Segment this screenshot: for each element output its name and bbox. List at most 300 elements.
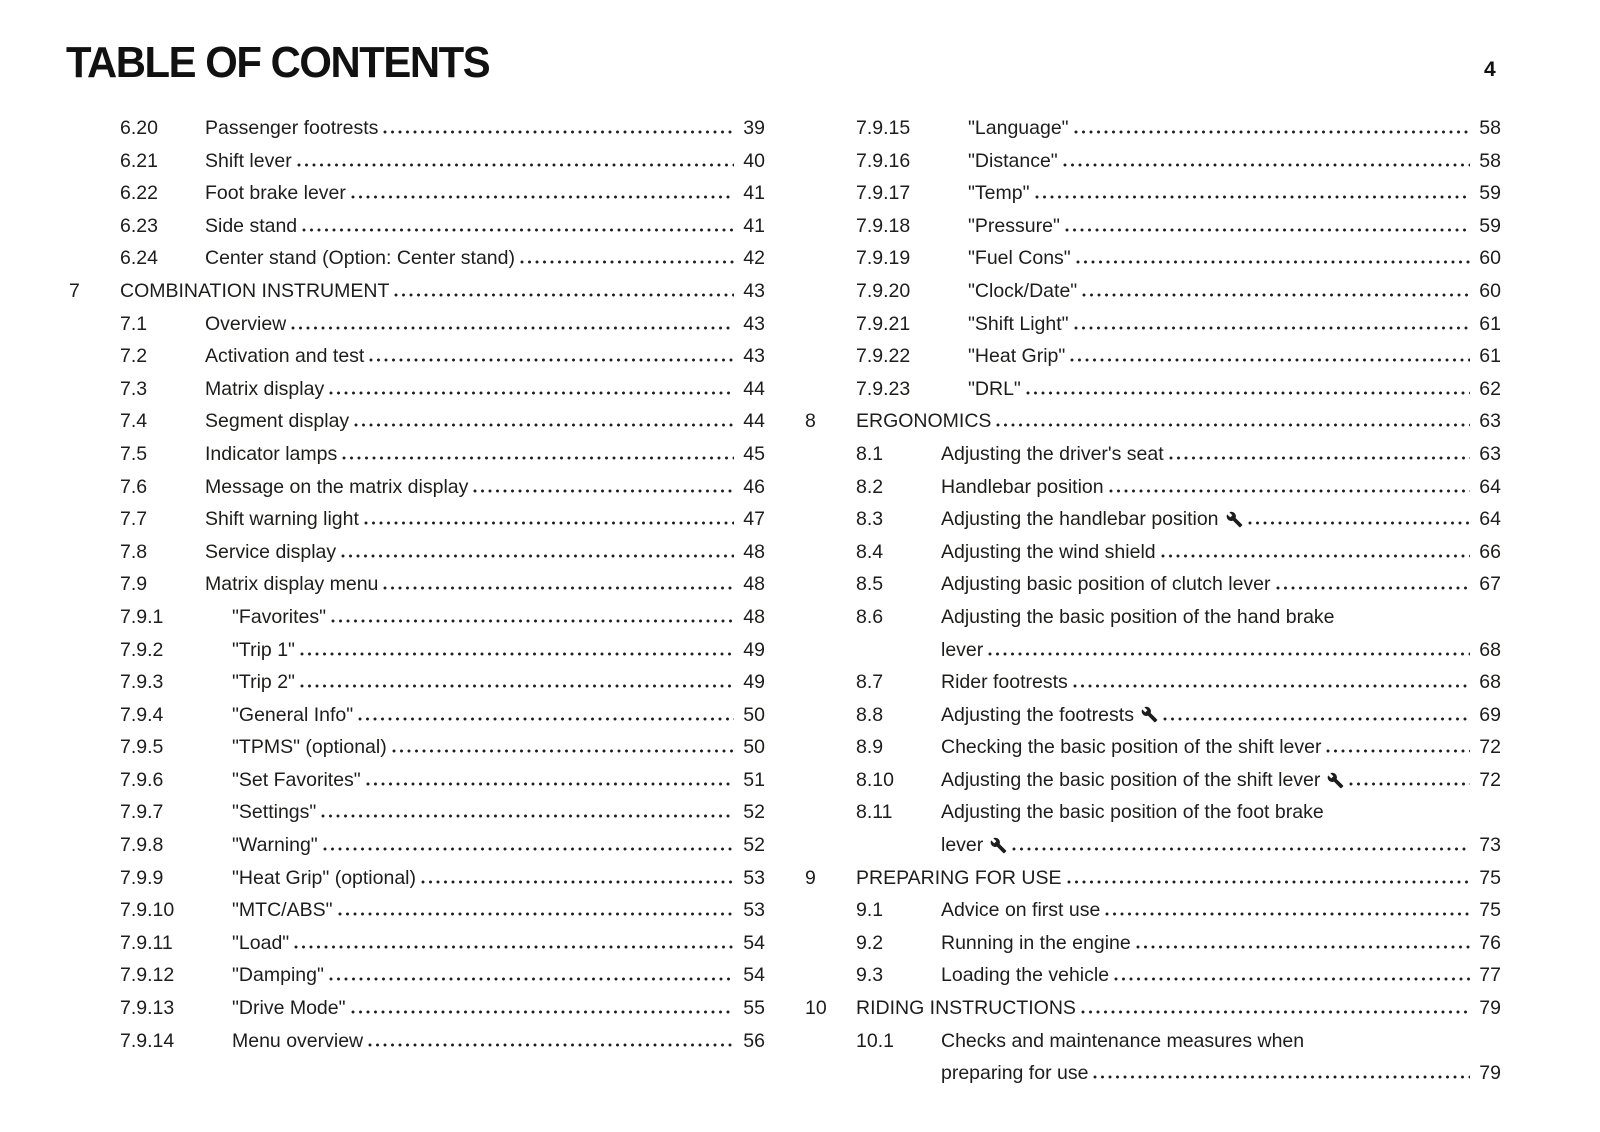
toc-column-left xyxy=(69,112,765,1057)
toc-entry xyxy=(805,145,1501,178)
toc-entry-body xyxy=(941,471,1501,504)
toc-entry-number: 7.9.12 xyxy=(120,964,175,987)
page-number: 4 xyxy=(1484,58,1496,81)
toc-entry-line xyxy=(968,177,1501,210)
dot-leader xyxy=(1163,717,1470,721)
toc-entry-body xyxy=(941,764,1501,797)
toc-entry xyxy=(805,536,1501,569)
toc-entry-number: 7.9.1 xyxy=(120,605,164,628)
toc-entry-body xyxy=(205,145,765,178)
toc-entry-body xyxy=(968,112,1501,145)
toc-entry-label: lever xyxy=(941,638,984,661)
toc-entry-number: 7.8 xyxy=(120,540,148,563)
dot-leader xyxy=(1105,912,1470,916)
toc-entry-label: "Warning" xyxy=(232,834,318,857)
toc-entry xyxy=(69,731,765,764)
toc-entry xyxy=(69,145,765,178)
toc-entry-page: 48 xyxy=(743,540,765,563)
dot-leader xyxy=(294,945,734,949)
toc-entry-label: Indicator lamps xyxy=(205,442,338,465)
toc-entry-line xyxy=(232,764,765,797)
toc-entry xyxy=(805,340,1501,373)
toc-entry-label: Matrix display menu xyxy=(205,573,379,596)
wrench-icon xyxy=(1327,772,1344,789)
toc-entry-line xyxy=(232,829,765,862)
toc-entry-page: 60 xyxy=(1479,247,1501,270)
toc-entry xyxy=(805,568,1501,601)
toc-entry-label: "Trip 2" xyxy=(232,671,295,694)
toc-entry-body xyxy=(205,112,765,145)
toc-entry-number: 6.22 xyxy=(120,182,158,205)
toc-entry-number: 7.9.4 xyxy=(120,703,164,726)
toc-entry-body xyxy=(232,992,765,1025)
dot-leader xyxy=(383,130,734,134)
toc-entry-line xyxy=(941,731,1501,764)
toc-entry-number: 7.9.16 xyxy=(856,149,911,172)
toc-entry-body xyxy=(941,699,1501,732)
toc-entry xyxy=(69,112,765,145)
toc-entry-page: 48 xyxy=(743,605,765,628)
toc-entry-line xyxy=(968,145,1501,178)
toc-entry xyxy=(69,275,765,308)
toc-entry-line xyxy=(968,242,1501,275)
dot-leader xyxy=(1067,880,1470,884)
toc-entry-number: 7.9.19 xyxy=(856,247,911,270)
toc-entry-body xyxy=(968,177,1501,210)
toc-entry-line xyxy=(941,829,1501,862)
toc-column-right xyxy=(805,112,1501,1090)
toc-entry-label: Adjusting the basic position of the shift lever xyxy=(941,768,1321,791)
toc-entry-page: 44 xyxy=(743,377,765,400)
dot-leader xyxy=(1114,977,1470,981)
dot-leader xyxy=(421,880,734,884)
toc-entry-body xyxy=(968,340,1501,373)
toc-entry xyxy=(69,340,765,373)
toc-entry-page: 52 xyxy=(743,801,765,824)
toc-entry-body xyxy=(205,308,765,341)
toc-entry-line xyxy=(205,145,765,178)
toc-entry-line xyxy=(941,1057,1501,1090)
toc-entry-line xyxy=(968,308,1501,341)
toc-entry-body xyxy=(205,340,765,373)
dot-leader xyxy=(321,814,734,818)
toc-entry-line xyxy=(205,438,765,471)
toc-entry-body xyxy=(120,275,765,308)
toc-entry-label: "Heat Grip" xyxy=(968,345,1066,368)
dot-leader xyxy=(341,554,734,558)
toc-entry-line xyxy=(232,992,765,1025)
dot-leader xyxy=(1349,782,1470,786)
toc-entry-page: 59 xyxy=(1479,214,1501,237)
dot-leader xyxy=(366,782,734,786)
toc-entry-number: 8 xyxy=(805,410,816,433)
toc-entry-number: 7.9.9 xyxy=(120,866,164,889)
toc-entry-body xyxy=(205,568,765,601)
toc-entry-label: "Load" xyxy=(232,931,290,954)
toc-entry-label: lever xyxy=(941,834,984,857)
toc-entry-line xyxy=(205,340,765,373)
toc-entry-label: "Clock/Date" xyxy=(968,279,1078,302)
toc-entry-line xyxy=(941,503,1501,536)
toc-entry xyxy=(805,210,1501,243)
toc-entry-label: Adjusting the footrests xyxy=(941,703,1134,726)
toc-entry-body xyxy=(232,699,765,732)
toc-entry-body xyxy=(232,829,765,862)
toc-entry-page: 40 xyxy=(743,149,765,172)
toc-entry-page: 53 xyxy=(743,866,765,889)
toc-entry-line xyxy=(205,177,765,210)
toc-entry-body xyxy=(205,405,765,438)
toc-entry xyxy=(69,796,765,829)
toc-entry-body xyxy=(856,992,1501,1025)
toc-entry-number: 8.6 xyxy=(856,605,884,628)
toc-entry xyxy=(805,764,1501,797)
toc-entry-line xyxy=(968,210,1501,243)
toc-entry-line xyxy=(232,796,765,829)
toc-entry-label: Advice on first use xyxy=(941,899,1101,922)
toc-entry-page: 44 xyxy=(743,410,765,433)
toc-entry-number: 6.23 xyxy=(120,214,158,237)
toc-entry xyxy=(69,992,765,1025)
toc-entry-label: Message on the matrix display xyxy=(205,475,469,498)
toc-entry-label: ERGONOMICS xyxy=(856,410,992,433)
toc-entry-label: "Pressure" xyxy=(968,214,1060,237)
toc-entry-label: "Heat Grip" (optional) xyxy=(232,866,417,889)
toc-entry-page: 72 xyxy=(1479,736,1501,759)
toc-entry-body xyxy=(205,503,765,536)
toc-entry-line xyxy=(941,699,1501,732)
toc-entry xyxy=(805,796,1501,861)
toc-entry-number: 7.5 xyxy=(120,442,148,465)
dot-leader xyxy=(329,391,734,395)
toc-entry-label: Matrix display xyxy=(205,377,325,400)
toc-entry-line xyxy=(232,862,765,895)
toc-entry-page: 75 xyxy=(1479,866,1501,889)
toc-entry-body xyxy=(232,601,765,634)
toc-entry-body xyxy=(232,1025,765,1058)
toc-entry xyxy=(69,829,765,862)
toc-entry xyxy=(805,112,1501,145)
toc-entry-label: Service display xyxy=(205,540,337,563)
toc-entry-number: 6.21 xyxy=(120,149,158,172)
toc-entry-page: 53 xyxy=(743,899,765,922)
dot-leader xyxy=(1109,489,1470,493)
toc-entry-label: Adjusting basic position of clutch lever xyxy=(941,573,1271,596)
toc-entry-page: 49 xyxy=(743,671,765,694)
toc-entry-label: "Shift Light" xyxy=(968,312,1069,335)
toc-entry-page: 72 xyxy=(1479,768,1501,791)
toc-entry-page: 68 xyxy=(1479,671,1501,694)
toc-entry xyxy=(805,373,1501,406)
toc-entry-line xyxy=(205,242,765,275)
toc-entry-number: 8.11 xyxy=(856,801,893,824)
toc-entry xyxy=(805,601,1501,666)
toc-entry-line xyxy=(205,503,765,536)
toc-entry-label: Handlebar position xyxy=(941,475,1104,498)
toc-entry-body xyxy=(941,894,1501,927)
toc-entry-label: "Damping" xyxy=(232,964,324,987)
toc-entry-page: 62 xyxy=(1479,377,1501,400)
toc-entry xyxy=(805,731,1501,764)
toc-entry-label: Shift warning light xyxy=(205,508,359,531)
toc-entry-number: 10.1 xyxy=(856,1029,894,1052)
dot-leader xyxy=(329,977,734,981)
dot-leader xyxy=(1276,586,1470,590)
toc-entry-number: 8.7 xyxy=(856,671,884,694)
toc-entry-body xyxy=(941,503,1501,536)
dot-leader xyxy=(1081,1010,1470,1014)
toc-entry-body xyxy=(232,666,765,699)
toc-entry-label: Shift lever xyxy=(205,149,292,172)
dot-leader xyxy=(1082,293,1470,297)
toc-entry xyxy=(805,308,1501,341)
toc-entry-number: 7.9.13 xyxy=(120,997,175,1020)
dot-leader xyxy=(300,652,734,656)
toc-entry xyxy=(805,894,1501,927)
toc-entry-body xyxy=(205,177,765,210)
toc-entry-label: Rider footrests xyxy=(941,671,1068,694)
toc-entry-page: 49 xyxy=(743,638,765,661)
toc-entry-label: "Language" xyxy=(968,117,1069,139)
toc-entry xyxy=(805,471,1501,504)
toc-entry-page: 43 xyxy=(743,312,765,335)
toc-entry-line xyxy=(232,959,765,992)
toc-entry-label: COMBINATION INSTRUMENT xyxy=(120,279,390,302)
toc-entry xyxy=(69,1025,765,1058)
toc-entry xyxy=(69,699,765,732)
toc-entry-page: 58 xyxy=(1479,117,1501,139)
dot-leader xyxy=(1070,358,1470,362)
toc-entry-number: 7.9.15 xyxy=(856,117,911,139)
toc-entry-body xyxy=(968,210,1501,243)
toc-entry xyxy=(69,959,765,992)
toc-entry-number: 7.9.2 xyxy=(120,638,164,661)
toc-entry-number: 7.9.8 xyxy=(120,834,164,857)
toc-entry-line xyxy=(968,373,1501,406)
toc-entry-page: 64 xyxy=(1479,475,1501,498)
toc-entry-label: Center stand (Option: Center stand) xyxy=(205,247,515,270)
toc-entry-line xyxy=(120,275,765,308)
dot-leader xyxy=(1326,749,1470,753)
toc-entry-page: 47 xyxy=(743,508,765,531)
dot-leader xyxy=(520,260,734,264)
toc-entry-line xyxy=(856,992,1501,1025)
dot-leader xyxy=(473,489,734,493)
toc-entry-label-line1: Adjusting the basic position of the hand brake xyxy=(941,605,1335,628)
toc-entry-line xyxy=(205,568,765,601)
toc-entry-label: Foot brake lever xyxy=(205,182,346,205)
toc-entry-body xyxy=(232,764,765,797)
toc-entry-page: 41 xyxy=(743,182,765,205)
toc-entry-label: Loading the vehicle xyxy=(941,964,1110,987)
dot-leader xyxy=(351,1010,734,1014)
toc-entry-line xyxy=(205,471,765,504)
dot-leader xyxy=(996,423,1470,427)
toc-entry-number: 7 xyxy=(69,279,80,302)
toc-entry xyxy=(805,992,1501,1025)
toc-entry-label: "Trip 1" xyxy=(232,638,295,661)
toc-entry-line xyxy=(205,536,765,569)
toc-entry-line xyxy=(856,862,1501,895)
toc-entry-label: "TPMS" (optional) xyxy=(232,736,387,759)
toc-entry-page: 79 xyxy=(1479,997,1501,1020)
toc-entry-body xyxy=(941,601,1501,666)
toc-entry-line xyxy=(232,894,765,927)
dot-leader xyxy=(369,358,734,362)
toc-entry-number: 7.9.20 xyxy=(856,279,911,302)
toc-entry-body xyxy=(968,275,1501,308)
toc-entry-page: 50 xyxy=(743,703,765,726)
toc-entry-body xyxy=(941,438,1501,471)
toc-entry-label: Overview xyxy=(205,312,287,335)
toc-entry-body xyxy=(232,731,765,764)
toc-entry-label-line1: Adjusting the basic position of the foot brake xyxy=(941,801,1324,824)
dot-leader xyxy=(368,1043,734,1047)
toc-entry-number: 9.1 xyxy=(856,899,884,922)
toc-entry-line xyxy=(205,112,765,145)
toc-entry-page: 55 xyxy=(743,997,765,1020)
dot-leader xyxy=(1012,847,1470,851)
toc-entry-page: 54 xyxy=(743,964,765,987)
toc-entry-line xyxy=(941,634,1501,667)
toc-entry xyxy=(69,503,765,536)
toc-entry-page: 43 xyxy=(743,279,765,302)
toc-entry-line xyxy=(232,666,765,699)
toc-entry-body xyxy=(941,666,1501,699)
toc-entry-number: 6.24 xyxy=(120,247,158,270)
toc-entry-label: "Fuel Cons" xyxy=(968,247,1071,270)
toc-entry-label: Side stand xyxy=(205,214,298,237)
toc-entry-number: 7.9.18 xyxy=(856,214,911,237)
toc-entry xyxy=(69,601,765,634)
toc-entry-page: 68 xyxy=(1479,638,1501,661)
page-title: TABLE OF CONTENTS xyxy=(66,38,490,87)
toc-entry-page: 63 xyxy=(1479,410,1501,433)
toc-entry xyxy=(805,503,1501,536)
toc-entry-body xyxy=(205,373,765,406)
toc-entry-body xyxy=(941,927,1501,960)
toc-entry xyxy=(69,308,765,341)
toc-entry-number: 7.9.21 xyxy=(856,312,911,335)
toc-entry-label: RIDING INSTRUCTIONS xyxy=(856,997,1076,1020)
wrench-icon xyxy=(1141,706,1158,723)
toc-entry-page: 42 xyxy=(743,247,765,270)
toc-entry-number: 8.2 xyxy=(856,475,884,498)
toc-entry-line xyxy=(941,927,1501,960)
toc-entry-number: 7.9.11 xyxy=(120,931,173,954)
toc-entry-number: 7.9.23 xyxy=(856,377,911,400)
toc-entry-number: 9.2 xyxy=(856,931,884,954)
toc-entry-line xyxy=(205,210,765,243)
toc-entry xyxy=(69,666,765,699)
toc-entry-body xyxy=(941,731,1501,764)
dot-leader xyxy=(300,684,734,688)
dot-leader xyxy=(1169,456,1470,460)
toc-entry-label: "Drive Mode" xyxy=(232,997,346,1020)
toc-entry-body xyxy=(941,959,1501,992)
toc-entry xyxy=(805,438,1501,471)
toc-entry-number: 7.1 xyxy=(120,312,148,335)
toc-entry-number: 8.1 xyxy=(856,442,884,465)
toc-entry-line xyxy=(232,699,765,732)
toc-entry-line xyxy=(232,1025,765,1058)
toc-entry-line xyxy=(856,405,1501,438)
toc-entry xyxy=(69,568,765,601)
toc-entry-line xyxy=(205,308,765,341)
toc-entry-page: 61 xyxy=(1479,312,1501,335)
toc-entry-label: PREPARING FOR USE xyxy=(856,866,1062,889)
toc-entry-label: Passenger footrests xyxy=(205,117,379,139)
toc-entry-body xyxy=(232,862,765,895)
toc-entry xyxy=(69,373,765,406)
toc-entry-number: 7.9.6 xyxy=(120,768,164,791)
dot-leader xyxy=(338,912,734,916)
toc-entry-page: 76 xyxy=(1479,931,1501,954)
toc-entry-line xyxy=(941,471,1501,504)
toc-entry-label: Adjusting the handlebar position xyxy=(941,508,1219,531)
toc-entry xyxy=(69,862,765,895)
toc-entry-number: 7.9.14 xyxy=(120,1029,175,1052)
toc-entry-page: 58 xyxy=(1479,149,1501,172)
toc-entry-line xyxy=(941,536,1501,569)
toc-entry-number: 7.9.7 xyxy=(120,801,164,824)
toc-entry-line xyxy=(232,731,765,764)
dot-leader xyxy=(383,586,734,590)
dot-leader xyxy=(342,456,734,460)
toc-entry-number: 8.8 xyxy=(856,703,884,726)
toc-entry-number: 8.3 xyxy=(856,508,884,531)
dot-leader xyxy=(392,749,734,753)
toc-entry xyxy=(69,471,765,504)
toc-entry-page: 51 xyxy=(743,768,765,791)
dot-leader xyxy=(394,293,734,297)
toc-entry-label: Running in the engine xyxy=(941,931,1131,954)
toc-entry-body xyxy=(856,405,1501,438)
toc-entry-number: 7.9.3 xyxy=(120,671,164,694)
toc-entry xyxy=(69,438,765,471)
toc-entry-number: 8.10 xyxy=(856,768,894,791)
toc-entry-line xyxy=(232,634,765,667)
toc-entry xyxy=(805,862,1501,895)
toc-entry-body xyxy=(968,145,1501,178)
toc-entry-number: 7.3 xyxy=(120,377,148,400)
wrench-icon xyxy=(1226,511,1243,528)
toc-entry-page: 64 xyxy=(1479,508,1501,531)
toc-entry xyxy=(805,959,1501,992)
dot-leader xyxy=(1076,260,1470,264)
toc-entry-page: 43 xyxy=(743,345,765,368)
toc-entry-page: 60 xyxy=(1479,279,1501,302)
toc-entry-body xyxy=(205,471,765,504)
dot-leader xyxy=(358,717,734,721)
toc-entry-page: 67 xyxy=(1479,573,1501,596)
toc-entry-label: Checking the basic position of the shift lever xyxy=(941,736,1322,759)
toc-entry-number: 7.9.5 xyxy=(120,736,164,759)
toc-entry-line xyxy=(941,666,1501,699)
toc-entry-body xyxy=(941,536,1501,569)
toc-entry-number: 10 xyxy=(805,997,827,1020)
dot-leader xyxy=(1065,228,1470,232)
toc-entry xyxy=(805,1025,1501,1090)
toc-entry-page: 61 xyxy=(1479,345,1501,368)
toc-entry xyxy=(805,177,1501,210)
toc-entry-page: 63 xyxy=(1479,442,1501,465)
toc-entry-line xyxy=(941,438,1501,471)
toc-entry xyxy=(69,927,765,960)
toc-entry xyxy=(805,927,1501,960)
toc-entry xyxy=(69,242,765,275)
toc-entry xyxy=(805,699,1501,732)
